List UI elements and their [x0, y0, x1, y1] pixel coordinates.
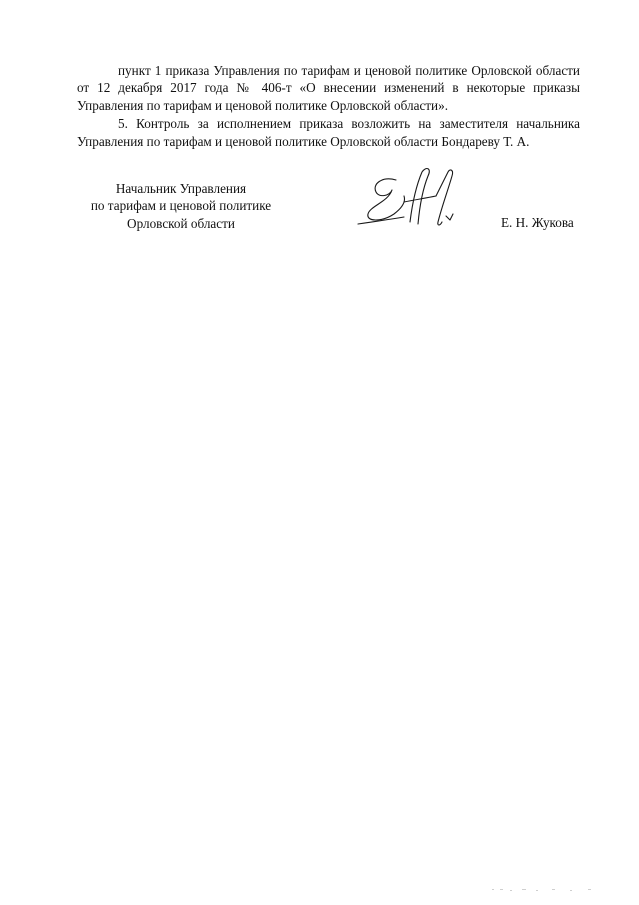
signer-position [66, 180, 296, 232]
scan-artifact [492, 888, 602, 892]
paragraph-continuation: пункт 1 приказа Управления по тарифам и ценовой политике Орловской области от 12 декабря 2017 года № 406-т «О внесении изменений в некоторые приказы Управления по тарифам и ценовой политике Орловской области». [77, 63, 580, 113]
position-line-3: Орловской области [127, 215, 235, 231]
signer-name: Е. Н. Жукова [501, 215, 574, 230]
document-body [77, 62, 580, 150]
handwritten-signature [352, 162, 462, 236]
position-line-2: по тарифам и ценовой политике [90, 198, 272, 214]
position-line-1: Начальник Управления [115, 181, 247, 196]
paragraph-item-5: 5. Контроль за исполнением приказа возложить на заместителя начальника Управления по тарифам и ценовой политике Орловской области Бондареву Т. А. [77, 116, 580, 149]
signature-block [0, 180, 639, 260]
